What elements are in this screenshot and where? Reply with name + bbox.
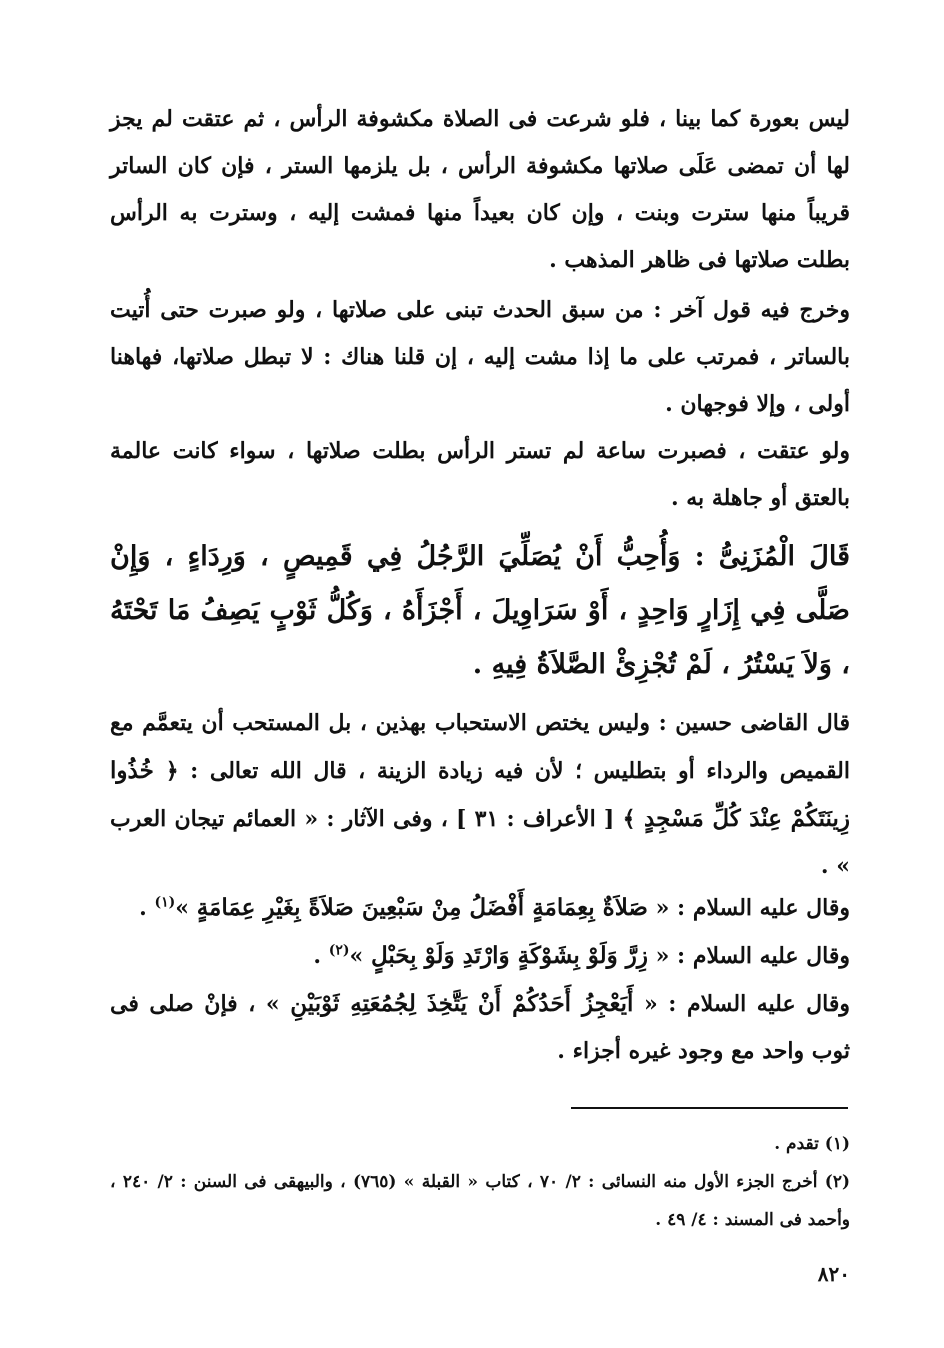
hadith-2: [110, 932, 850, 980]
paragraph-2: وخرج فيه قول آخر : من سبق الحدث تبنى على صلاتها ، ولو صبرت حتى أُتيت بالساتر ، فمرتب على ما إذا مشت إليه ، إن قلنا هناك : لا تبطل صلاتها، فهاهنا أولى ، وإلا فوجهان .: [110, 297, 850, 417]
body-text-2: [110, 287, 850, 428]
hadith-text: زِرَّ وَلَوْ بِشَوْكَةٍ وَارْتَدِ وَلَوْ بِحَبْلٍ: [370, 942, 648, 969]
body-text-3: [110, 428, 850, 522]
qadi-text-after: ﴾ [ الأعراف : ٣١ ] ، وفى الآثار : « العمائم تيجان العرب » .: [110, 806, 850, 879]
footnote-2: (٢) أخرج الجزء الأول منه النسائى : ٢/ ٧٠ ، كتاب « القبلة » (٧٦٥) ، والبيهقى فى السنن : ٢/ ٢٤٠ ، وأحمد فى المسند : ٤/ ٤٩ .: [110, 1172, 850, 1230]
muzani-block: [110, 530, 850, 692]
hadith-close: »: [175, 895, 197, 921]
hadith-suffix: .: [313, 943, 329, 969]
hadith-suffix: ، فإنْ صلى فى ثوب واحد مع وجود غيره أجزاء .: [110, 991, 850, 1064]
hadith-1: [110, 884, 850, 932]
hadith-close: »: [349, 943, 371, 969]
quran-verse: خُذُوا زِينَتَكُمْ عِنْدَ كُلِّ مَسْجِدٍ: [110, 757, 851, 832]
footnote-ref: (١): [154, 894, 176, 911]
paragraph-3: ولو عتقت ، فصبرت ساعة لم تستر الرأس بطلت صلاتها ، سواء كانت عالمة بالعتق أو جاهلة به .: [110, 438, 850, 511]
footnote-divider: [571, 1107, 848, 1109]
hadith-prefix: وقال عليه السلام : «: [647, 895, 850, 921]
hadith-close: »: [265, 991, 291, 1017]
muzani-statement: قَالَ الْمُزَنِىُّ : وَأُحِبُّ أَنْ يُصَلِّيَ الرَّجُلُ فِي قَمِيصٍ ، وَرِدَاءٍ ، وَإِنْ صَلَّى فِي إِزَارٍ وَاحِدٍ ، أَوْ سَرَاوِيلَ ، أَجْزَأَهُ ، وَكُلُّ ثَوْبٍ يَصِفُ مَا تَحْتَهُ ، وَلاَ يَسْتُرُ ، لَمْ تُجْزِئْ الصَّلاَةُ فِيهِ .: [110, 541, 850, 680]
hadith-prefix: وقال عليه السلام : «: [633, 991, 850, 1017]
hadith-text: صَلاَةٌ بِعِمَامَةٍ أَفْضَلُ مِنْ سَبْعِينَ صَلاَةً بِغَيْرِ عِمَامَةٍ: [196, 894, 648, 921]
qadi-paragraph: [110, 700, 850, 890]
hadith-text: أَيَعْجِزُ أَحَدُكُمْ أَنْ يَتَّخِذَ لِجُمُعَتِهِ ثَوْبَيْنِ: [290, 990, 634, 1017]
qadi-block: [110, 700, 850, 890]
qadi-text-before: قال القاضى حسين : وليس يختص الاستحباب بهذين ، بل المستحب أن يتعمَّم مع القميص والرداء أو بتطليس ؛ لأن فيه زيادة الزينة ، قال الله تعالى : ﴿: [110, 710, 851, 784]
hadith-3: [110, 980, 850, 1075]
footnote-ref: (٢): [328, 942, 350, 959]
footnotes: [110, 1125, 850, 1239]
hadith-suffix: .: [139, 895, 155, 921]
hadith-block: [110, 884, 850, 1075]
footnote-1: (١) تقدم .: [774, 1134, 850, 1154]
hadith-prefix: وقال عليه السلام : «: [647, 943, 850, 969]
paragraph-1: ليس بعورة كما بينا ، فلو شرعت فى الصلاة مكشوفة الرأس ، ثم عتقت لم يجز لها أن تمضى عَلَى صلاتها مكشوفة الرأس ، بل يلزمها الستر ، فإن كان الساتر قريباً منها سترت وبنت ، وإن كان بعيداً منها فمشت إليه ، وسترت به الرأس بطلت صلاتها فى ظاهر المذهب .: [110, 106, 850, 273]
body-text: [110, 96, 850, 284]
page-number: ٨٢٠: [817, 1262, 850, 1286]
